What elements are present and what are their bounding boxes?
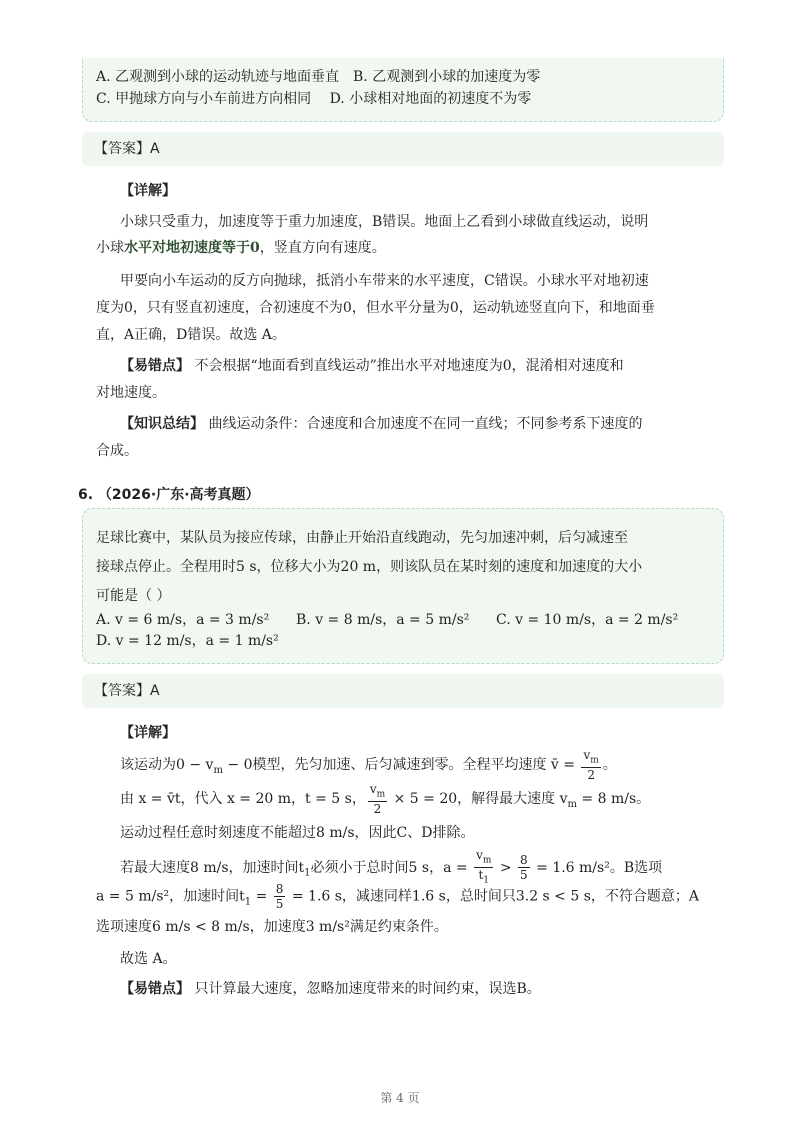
q6-option-b: B. v = 8 m/s，a = 5 m/s² (296, 612, 470, 628)
q5-summary-line1: 【知识总结】 曲线运动条件：合速度和合加速度不在同一直线；不同参考系下速度的 (120, 416, 643, 432)
q6-detail-line4: 若最大速度8 m/s，加速时间$t_1$必须小于总时间5 s，a = $\frac{v_m}{t_1}$ > $\frac{8}{5}$ = 1.6 m/s²。B选项 (120, 848, 663, 886)
q6-detail-line5: a = 5 m/s²，加速时间$t_1$ = $\frac{8}{5}$ = 1.6 s，减速同样1.6 s，总时间只3.2 s < 5 s，不符合题意；A (96, 882, 700, 911)
q5-para1-line2: 小球水平对地初速度等于0，竖直方向有速度。 (96, 240, 386, 256)
q5-detail-label: 【详解】 (120, 183, 176, 199)
q6-option-c: C. v = 10 m/s，a = 2 m/s² (496, 612, 679, 628)
q6-detail-line2: 由 x = v̄t，代入 x = 20 m，t = 5 s， $\frac{v_m}{2}$ × 5 = 20，解得最大速度 $v_m = 8$ m/s。 (120, 782, 651, 817)
error-label: 【易错点】 (120, 358, 190, 374)
highlight-text: 水平对地初速度等于0 (124, 240, 260, 256)
q5-para2-line1: 甲要向小车运动的反方向抛球，抵消小车带来的水平速度，C错误。小球水平对地初速 (120, 273, 649, 289)
q6-option-a: A. v = 6 m/s，a = 3 m/s² (96, 612, 270, 628)
q6-detail-line7: 故选 A。 (120, 951, 177, 967)
page-number: 第 4 页 (380, 1091, 420, 1105)
fraction-vm-over-t1: $\frac{v_m}{t_1}$ (476, 848, 492, 886)
error-label: 【易错点】 (120, 981, 190, 997)
fraction-vm-over-2-b: $\frac{v_m}{2}$ (369, 782, 386, 817)
q6-header: 6. （2026·广东·高考真题） (78, 487, 260, 503)
q5-para2-line2: 度为0，只有竖直初速度，合初速度不为0，但水平分量为0，运动轨迹竖直向下，和地面垂 (96, 300, 655, 316)
q5-summary-line2: 合成。 (96, 443, 138, 459)
q5-error-line2: 对地速度。 (96, 385, 166, 401)
q5-answer-bar: 【答案】A (82, 132, 724, 166)
q5-para1-line1: 小球只受重力，加速度等于重力加速度，B错误。地面上乙看到小球做直线运动，说明 (120, 214, 649, 230)
q6-option-d: D. v = 12 m/s，a = 1 m/s² (96, 633, 279, 649)
q6-answer-bar: 【答案】A (82, 674, 724, 708)
q6-stem-line3: 可能是（ ） (96, 588, 171, 604)
q5-options-row2: C. 甲抛球方向与小车前进方向相同 D. 小球相对地面的初速度不为零 (96, 91, 532, 107)
q5-error-line1: 【易错点】 不会根据“地面看到直线运动”推出水平对地速度为0，混淆相对速度和 (120, 358, 624, 374)
fraction-8-over-5: $\frac{8}{5}$ (520, 853, 528, 883)
q6-detail-line3: 运动过程任意时刻速度不能超过8 m/s，因此C、D排除。 (120, 825, 475, 841)
fraction-vm-over-2: $\frac{v_m}{2}$ (583, 748, 599, 783)
q6-detail-line6: 选项速度6 m/s < 8 m/s，加速度3 m/s²满足约束条件。 (96, 919, 448, 935)
q6-stem-line1: 足球比赛中，某队员为接应传球，由静止开始沿直线跑动，先匀加速冲刺，后匀减速至 (96, 530, 628, 546)
q6-stem-line2: 接球点停止。全程用时5 s，位移大小为20 m，则该队员在某时刻的速度和加速度的大小 (96, 559, 643, 575)
q6-detail-line1: 该运动为$0 - v_m - 0$模型，先匀加速、后匀减速到零。全程平均速度 v̄ = $\frac{v_m}{2}$ 。 (120, 748, 617, 783)
q6-error-line: 【易错点】 只计算最大速度，忽略加速度带来的时间约束，误选B。 (120, 981, 541, 997)
q6-detail-label: 【详解】 (120, 725, 176, 741)
q5-options-row1: A. 乙观测到小球的运动轨迹与地面垂直 B. 乙观测到小球的加速度为零 (96, 69, 541, 85)
fraction-8-over-5-b: $\frac{8}{5}$ (275, 882, 284, 911)
summary-label: 【知识总结】 (120, 416, 204, 432)
q5-para2-line3: 直，A正确，D错误。故选 A。 (96, 327, 286, 343)
